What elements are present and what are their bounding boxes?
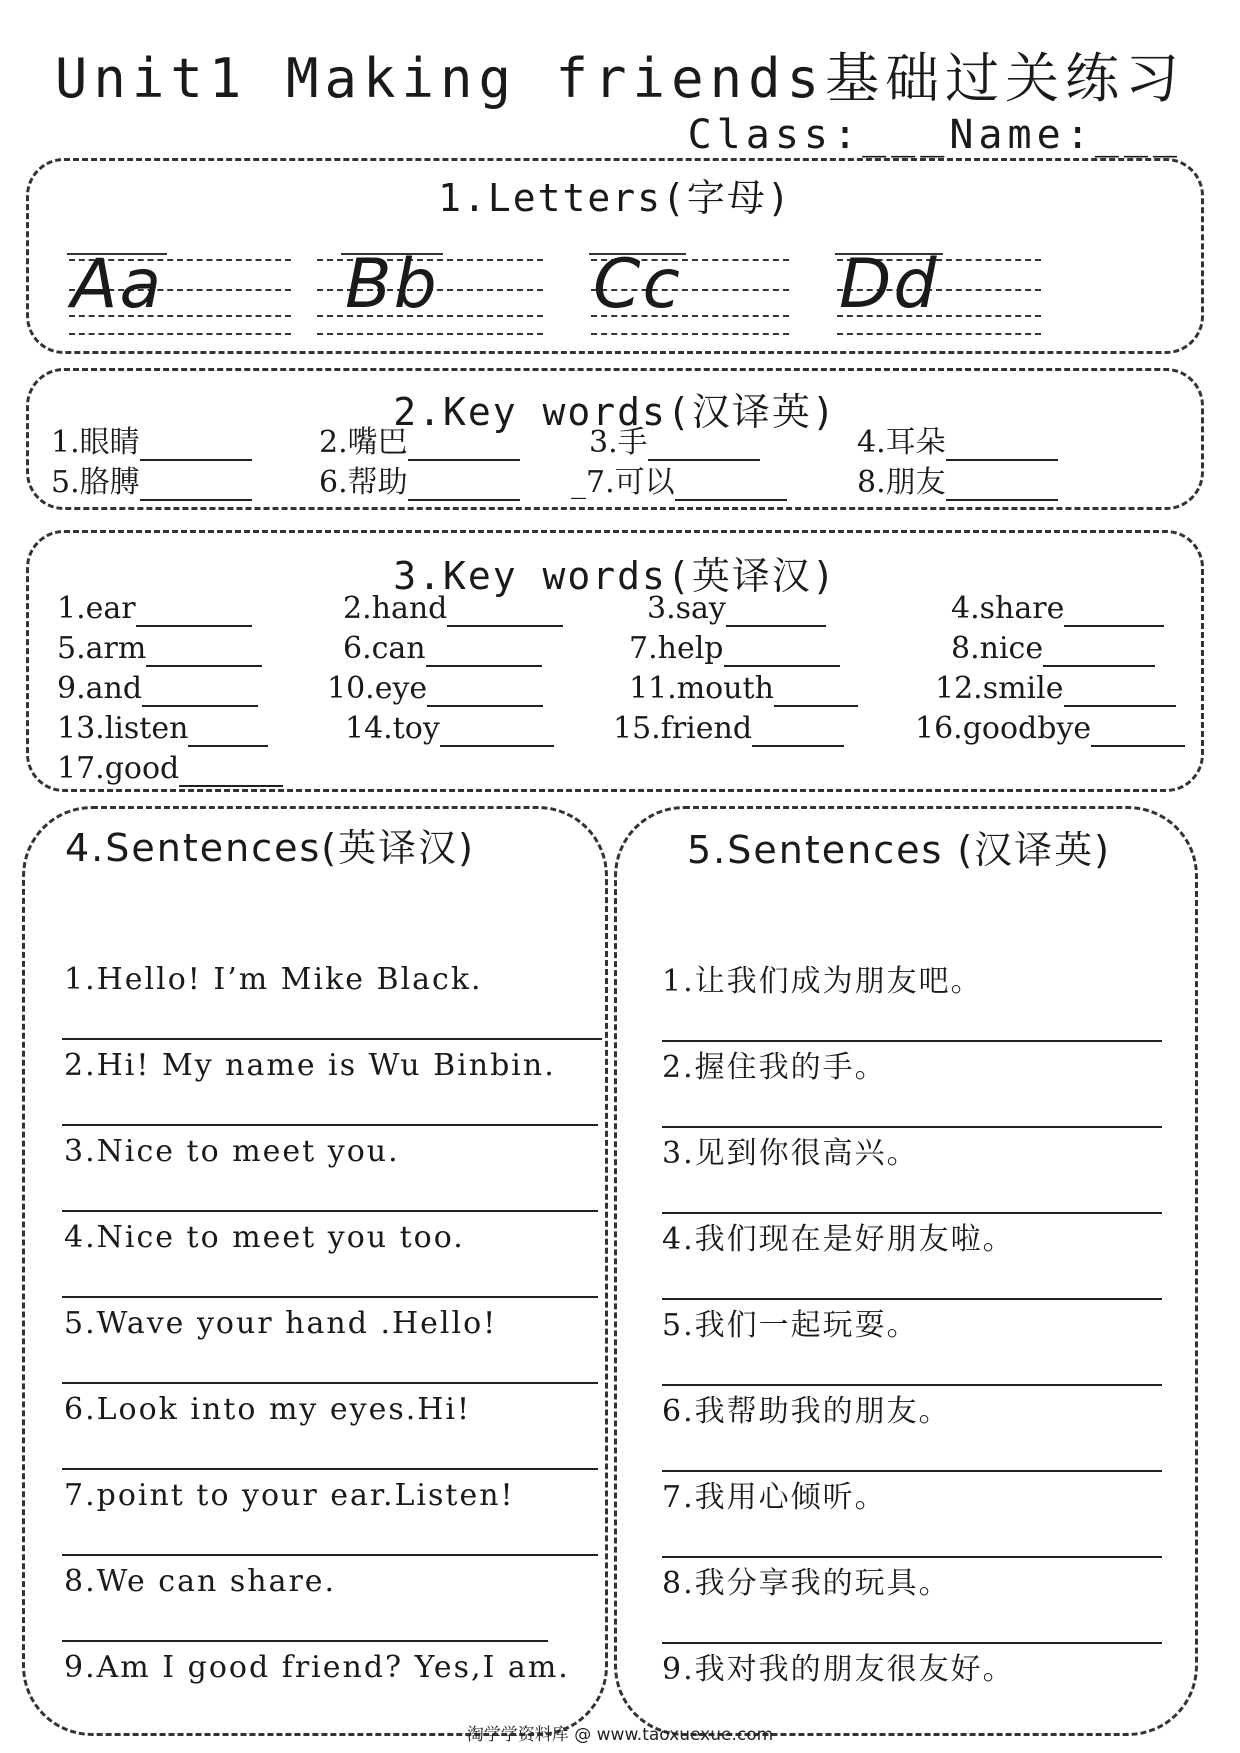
word-item: 9.and — [57, 671, 258, 707]
word-item: 6.can — [343, 631, 542, 667]
word-item: 3.say — [647, 591, 826, 627]
sentence-item: 4.Nice to meet you too. — [64, 1220, 465, 1255]
cn-en-words-title: 2.Key words(汉译英) — [393, 390, 837, 434]
letters-section-title: 1.Letters(字母) — [438, 176, 792, 220]
word-item: 10.eye — [327, 671, 543, 707]
letter-writing-group — [591, 237, 789, 337]
letter-writing-group — [837, 237, 1041, 337]
answer-line — [662, 1470, 1162, 1472]
sentence-item: 1.Hello! I’m Mike Black. — [64, 962, 483, 997]
letters-section — [26, 158, 1204, 354]
word-item: 15.friend — [613, 711, 844, 747]
answer-line — [62, 1124, 598, 1126]
word-item: 14.toy — [345, 711, 554, 747]
letter-b: Bb — [345, 245, 439, 324]
answer-line — [62, 1640, 548, 1642]
worksheet-title: Unit1 Making friends基础过关练习 — [54, 47, 1186, 110]
word-item: 7.help — [629, 631, 840, 667]
en-cn-words-title: 3.Key words(英译汉) — [393, 554, 837, 598]
sentence-item: 7.point to your ear.Listen! — [64, 1478, 515, 1513]
word-item: 8.nice — [951, 631, 1155, 667]
en-cn-sentences-title: 4.Sentences(英译汉) — [65, 826, 475, 870]
word-item: 11.mouth — [629, 671, 858, 707]
sentence-item: 5.我们一起玩耍。 — [662, 1308, 919, 1343]
word-item: 12.smile — [935, 671, 1176, 707]
sentence-item: 9.我对我的朋友很友好。 — [662, 1652, 1015, 1687]
answer-line — [662, 1642, 1162, 1644]
sentence-item: 1.让我们成为朋友吧。 — [662, 964, 983, 999]
letter-d: Dd — [839, 245, 939, 324]
answer-line — [62, 1210, 598, 1212]
word-item: 4.耳朵 — [857, 425, 1058, 461]
class-name-field: Class:___Name:___ — [687, 112, 1182, 158]
sentence-item: 2.Hi! My name is Wu Binbin. — [64, 1048, 556, 1083]
answer-line — [662, 1298, 1162, 1300]
word-item: 2.hand — [343, 591, 563, 627]
word-item: 8.朋友 — [857, 465, 1058, 501]
letter-writing-group — [317, 237, 543, 337]
word-item: 1.眼睛 — [51, 425, 252, 461]
sentence-item: 2.握住我的手。 — [662, 1050, 887, 1085]
sentence-item: 3.见到你很高兴。 — [662, 1136, 919, 1171]
sentence-item: 8.We can share. — [64, 1564, 337, 1599]
sentence-item: 3.Nice to meet you. — [64, 1134, 400, 1169]
letter-a: Aa — [71, 245, 164, 324]
sentence-item: 6.我帮助我的朋友。 — [662, 1394, 951, 1429]
answer-line — [62, 1382, 598, 1384]
sentence-item: 4.我们现在是好朋友啦。 — [662, 1222, 1015, 1257]
answer-line — [662, 1040, 1162, 1042]
answer-line — [62, 1468, 598, 1470]
sentence-item: 8.我分享我的玩具。 — [662, 1566, 951, 1601]
word-item: 17.good — [57, 751, 283, 787]
word-item: 3.手 — [589, 425, 760, 461]
word-item: 13.listen — [57, 711, 268, 747]
answer-line — [662, 1126, 1162, 1128]
letter-c: Cc — [593, 245, 682, 324]
footer-watermark: 淘学学资料库 @ www.taoxuexue.com — [466, 1725, 774, 1745]
answer-line — [62, 1296, 598, 1298]
word-item: 2.嘴巴 — [319, 425, 520, 461]
en-cn-words-section — [26, 530, 1204, 792]
word-item: 5.胳膊 — [51, 465, 252, 501]
answer-line — [662, 1556, 1162, 1558]
answer-line — [662, 1212, 1162, 1214]
word-item: _7.可以 — [571, 465, 787, 501]
word-item: 5.arm — [57, 631, 262, 667]
answer-line — [62, 1038, 602, 1040]
word-item: 4.share — [951, 591, 1164, 627]
word-item: 16.goodbye — [915, 711, 1185, 747]
letter-writing-group — [69, 237, 291, 337]
answer-line — [662, 1384, 1162, 1386]
cn-en-sentences-title: 5.Sentences (汉译英) — [687, 828, 1112, 872]
answer-line — [62, 1554, 598, 1556]
sentence-item: 6.Look into my eyes.Hi! — [64, 1392, 472, 1427]
cn-en-words-section — [26, 368, 1204, 510]
sentence-item: 7.我用心倾听。 — [662, 1480, 887, 1515]
sentence-item: 5.Wave your hand .Hello! — [64, 1306, 498, 1341]
sentence-item: 9.Am I good friend? Yes,I am. — [64, 1650, 570, 1685]
word-item: 6.帮助 — [319, 465, 520, 501]
word-item: 1.ear — [57, 591, 252, 627]
